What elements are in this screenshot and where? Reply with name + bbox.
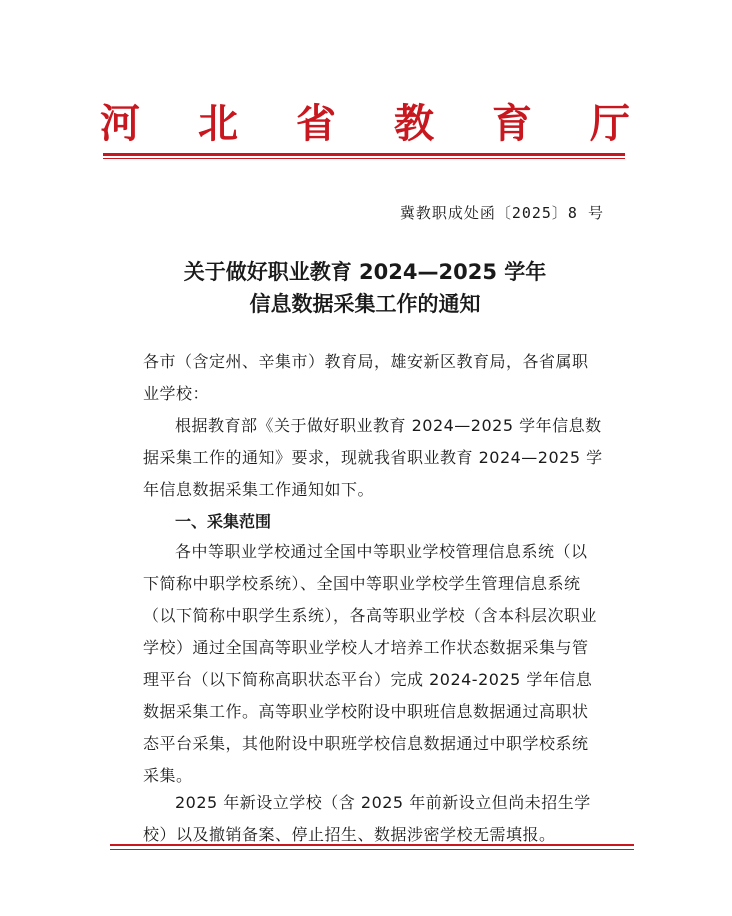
- salutation: 各市（含定州、辛集市）教育局，雄安新区教育局，各省属职业学校：: [143, 352, 589, 403]
- letterhead-char: 厅: [590, 100, 630, 147]
- document-title-line2: 信息数据采集工作的通知: [249, 292, 481, 316]
- scope-paragraph-1: 各中等职业学校通过全国中等职业学校管理信息系统（以下简称中职学校系统）、全国中等职业学校学生管理信息系统（以下简称中职学生系统），各高等职业学校（含本科层次职业学校）通过全国高等职业学校人才培养工作状态数据采集与管理平台（以下简称高职状态平台）完成 2024-2025 学年信息数据采集工作。高等职业学校附设中职班信息数据通过高职状态平台采集，其他附设中职班学校信息数据通过中职学校系统采集。: [143, 542, 598, 785]
- letterhead-char: 育: [492, 100, 532, 147]
- letterhead-divider-thin: [103, 158, 625, 159]
- letterhead-char: 省: [296, 100, 336, 147]
- intro-paragraph: 根据教育部《关于做好职业教育 2024—2025 学年信息数据采集工作的通知》要求，现就我省职业教育 2024—2025 学年信息数据采集工作通知如下。: [143, 416, 603, 499]
- document-title-line1: 关于做好职业教育 2024—2025 学年: [183, 260, 547, 284]
- letterhead-divider-thick: [103, 153, 625, 156]
- document-number: 冀教职成处函〔2025〕8 号: [399, 204, 604, 222]
- footer-divider-thick: [110, 844, 634, 846]
- letterhead-char: 北: [198, 100, 238, 147]
- footer-divider-thin: [110, 849, 634, 850]
- letterhead-char: 河: [100, 100, 140, 147]
- section-heading-scope: 一、采集范围: [175, 512, 272, 531]
- letterhead-title: [100, 92, 630, 148]
- scope-paragraph-2: 2025 年新设立学校（含 2025 年前新设立但尚未招生学校）以及撤销备案、停止招生、数据涉密学校无需填报。: [143, 793, 591, 844]
- letterhead-char: 教: [394, 100, 434, 147]
